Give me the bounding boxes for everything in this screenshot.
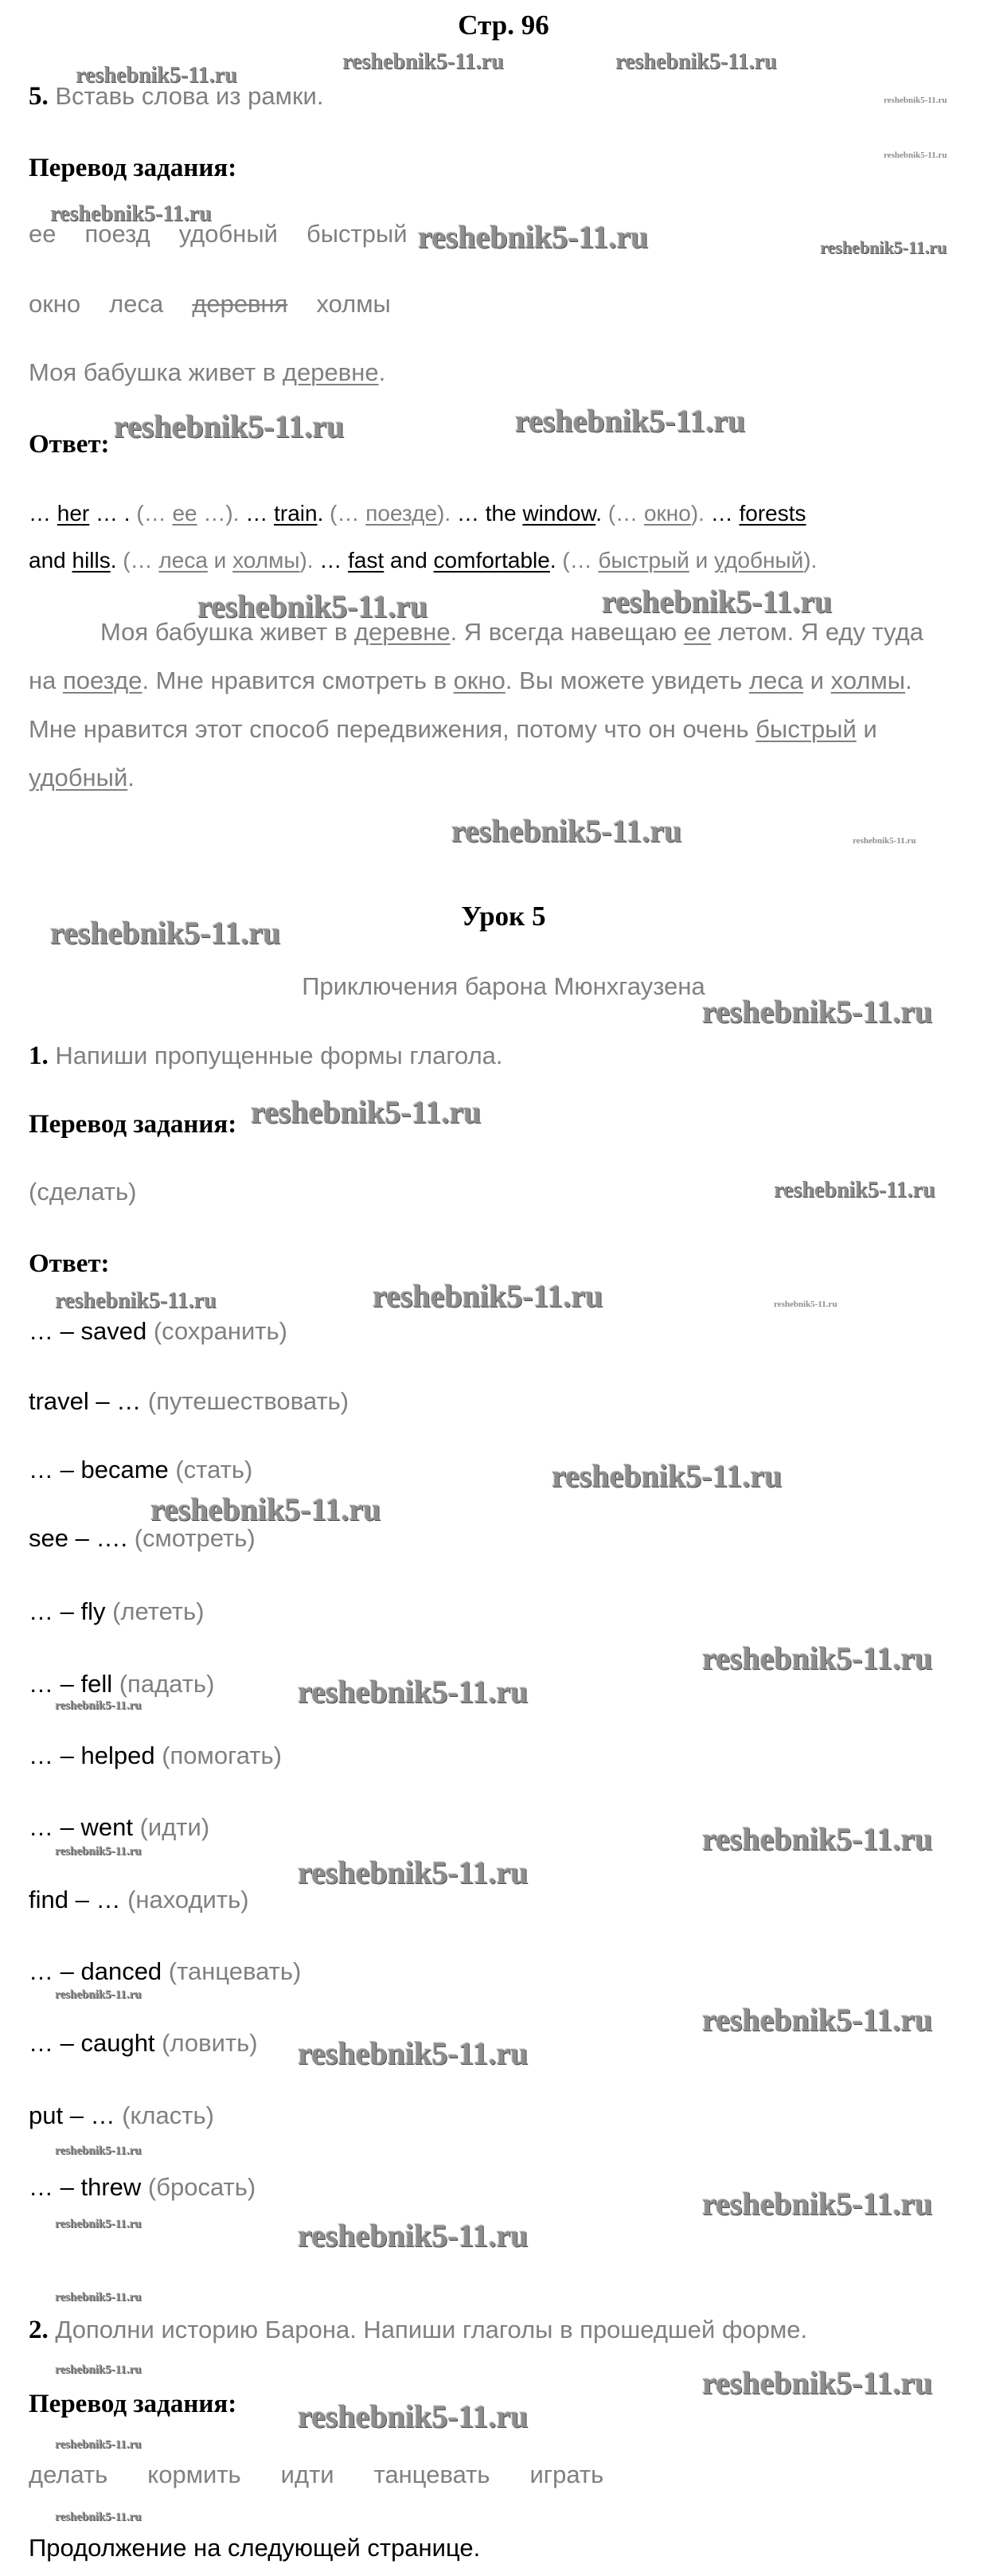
verb-form-row (29, 2173, 256, 2202)
watermark: reshebnik5-11.ru (774, 1300, 837, 1309)
word-box-item: холмы (316, 290, 391, 318)
answer-fragment: … (245, 501, 275, 526)
task1-instruction: Напиши пропущенные формы глагола. (55, 1042, 503, 1069)
translation-paragraph-line-2 (29, 666, 912, 695)
answer-word: her (57, 501, 90, 526)
verb-form: … – fell (29, 1670, 113, 1698)
paragraph-inserted-word: леса (749, 666, 804, 694)
watermark: reshebnik5-11.ru (853, 836, 916, 846)
answer-fragment: … (319, 548, 349, 573)
watermark: reshebnik5-11.ru (55, 2438, 142, 2451)
verb-translation: (сохранить) (153, 1317, 287, 1345)
task2-instruction-line (29, 2315, 807, 2345)
paragraph-inserted-word: быстрый (755, 715, 857, 743)
verb-form-row (29, 1813, 209, 1842)
word-list-item: играть (529, 2461, 604, 2488)
verb-form: … – helped (29, 1741, 155, 1769)
verb-translation: (лететь) (112, 1597, 205, 1625)
example-text: . (378, 358, 386, 386)
verb-form: … – saved (29, 1317, 147, 1345)
verb-form-row (29, 2101, 214, 2130)
paragraph-text: летом. Я еду туда (711, 618, 923, 646)
task2-instruction: Дополни историю Барона. Напиши глаголы в прошедшей форме. (55, 2316, 808, 2343)
watermark: reshebnik5-11.ru (702, 2365, 933, 2401)
watermark: reshebnik5-11.ru (702, 2002, 933, 2038)
watermark: reshebnik5-11.ru (602, 584, 833, 620)
watermark: reshebnik5-11.ru (373, 1278, 603, 1314)
watermark: reshebnik5-11.ru (451, 813, 682, 849)
answer-word: hills (72, 548, 111, 573)
watermark: reshebnik5-11.ru (884, 96, 947, 105)
watermark: reshebnik5-11.ru (114, 408, 345, 444)
task1-answer-heading: Ответ: (29, 1249, 110, 1278)
paragraph-text: . (905, 666, 912, 694)
paragraph-text: . Вы можете увидеть (505, 666, 750, 694)
paragraph-inserted-word: холмы (830, 666, 906, 694)
watermark: reshebnik5-11.ru (55, 2363, 142, 2376)
word-box-item: леса (109, 290, 164, 318)
watermark: reshebnik5-11.ru (342, 49, 504, 74)
answer-translation-fragment: (… (607, 501, 644, 526)
paragraph-text: Моя бабушка живет в (100, 618, 354, 646)
answer-translation-fragment: ). (299, 548, 320, 573)
answer-fragment: . (549, 548, 563, 573)
verb-form: … – went (29, 1813, 133, 1841)
verb-form-row (29, 1597, 204, 1626)
answer-translation-word: удобный (714, 548, 804, 573)
watermark: reshebnik5-11.ru (55, 1288, 217, 1313)
verb-form-row (29, 1886, 249, 1914)
task2-number: 2. (29, 2316, 49, 2344)
word-box-item: поезд (84, 220, 150, 248)
translation-paragraph-line-3 (29, 715, 877, 744)
answer-fragment: . (317, 501, 330, 526)
verb-form: … – threw (29, 2173, 142, 2201)
example-inserted-word: деревне (282, 358, 379, 386)
answer-translation-fragment: (… (136, 501, 173, 526)
answer-word: forests (739, 501, 806, 526)
watermark: reshebnik5-11.ru (55, 1988, 142, 2001)
watermark: reshebnik5-11.ru (298, 2035, 529, 2071)
paragraph-inserted-word: окно (453, 666, 505, 694)
verb-translation: (танцевать) (168, 1957, 302, 1985)
task5-instruction-line (29, 81, 323, 111)
verb-form-row (29, 1957, 301, 1986)
watermark: reshebnik5-11.ru (774, 1178, 935, 1202)
answer-word: train (274, 501, 318, 526)
answer-translation-fragment: (… (562, 548, 599, 573)
answer-translation-fragment: ). (803, 548, 818, 573)
watermark: reshebnik5-11.ru (298, 1855, 529, 1890)
translation-paragraph-line-4 (29, 764, 135, 792)
answer-word: fast (348, 548, 384, 573)
answer-translation-word: окно (643, 501, 691, 526)
watermark: reshebnik5-11.ru (55, 2144, 142, 2157)
example-text: Моя бабушка живет в (29, 358, 283, 386)
watermark: reshebnik5-11.ru (418, 219, 649, 255)
watermark: reshebnik5-11.ru (702, 1821, 933, 1857)
answer-translation-fragment: (… (123, 548, 159, 573)
page-header: Стр. 96 (458, 10, 549, 41)
verb-form-row (29, 1456, 252, 1484)
word-box-row-1 (29, 220, 408, 248)
verb-form: … – caught (29, 2029, 155, 2057)
watermark: reshebnik5-11.ru (50, 201, 212, 226)
word-box-row-2 (29, 290, 391, 319)
verb-form-row (29, 1670, 214, 1698)
watermark: reshebnik5-11.ru (55, 1699, 142, 1712)
answer-fragment: … (29, 501, 57, 526)
watermark: reshebnik5-11.ru (820, 237, 947, 257)
paragraph-inserted-word: деревне (353, 618, 451, 646)
task1-translation-heading: Перевод задания: (29, 1110, 237, 1139)
watermark: reshebnik5-11.ru (55, 2218, 142, 2230)
watermark: reshebnik5-11.ru (298, 2398, 529, 2434)
paragraph-text: . Я всегда навещаю (450, 618, 684, 646)
task1-number: 1. (29, 1042, 49, 1070)
answer-translation-fragment: ). (690, 501, 711, 526)
paragraph-text: . (127, 764, 135, 792)
word-list-item: танцевать (373, 2461, 490, 2488)
paragraph-text: на (29, 666, 63, 694)
watermark: reshebnik5-11.ru (298, 1674, 529, 1710)
word-box-item: удобный (178, 220, 278, 248)
answer-translation-word: ее (172, 501, 197, 526)
verb-form: find – … (29, 1886, 121, 1913)
word-list-item: идти (280, 2461, 334, 2488)
answer-translation-word: поезде (365, 501, 438, 526)
watermark: reshebnik5-11.ru (702, 994, 933, 1030)
word-box-item: окно (29, 290, 81, 318)
verb-form: travel – … (29, 1387, 142, 1415)
answer-fragment: … (710, 501, 740, 526)
task1-translation: (сделать) (29, 1178, 137, 1206)
answer-fragment: and (384, 548, 434, 573)
lesson-title: Урок 5 (461, 901, 546, 932)
task5-answer-line-1 (29, 499, 806, 528)
verb-form-row (29, 1524, 256, 1553)
verb-translation: (падать) (119, 1670, 215, 1698)
task5-instruction: Вставь слова из рамки. (55, 82, 324, 110)
verb-form: put – … (29, 2101, 115, 2129)
watermark: reshebnik5-11.ru (702, 1640, 933, 1676)
verb-translation: (класть) (122, 2101, 214, 2129)
answer-word: window (522, 501, 596, 526)
answer-word: comfortable (433, 548, 550, 573)
watermark: reshebnik5-11.ru (702, 2186, 933, 2222)
watermark: reshebnik5-11.ru (76, 63, 237, 88)
verb-translation: (бросать) (147, 2173, 256, 2201)
paragraph-text: и (803, 666, 831, 694)
verb-form-row (29, 1741, 282, 1770)
task5-example (29, 358, 385, 387)
verb-form: … – fly (29, 1597, 106, 1625)
verb-translation: (помогать) (162, 1741, 282, 1769)
verb-translation: (путешествовать) (147, 1387, 349, 1415)
answer-translation-fragment: …). (197, 501, 246, 526)
verb-translation: (стать) (175, 1456, 253, 1483)
watermark: reshebnik5-11.ru (298, 2218, 529, 2254)
watermark: reshebnik5-11.ru (55, 2291, 142, 2304)
verb-translation: (ловить) (162, 2029, 258, 2057)
verb-form-row (29, 2029, 258, 2058)
paragraph-inserted-word: удобный (29, 764, 128, 792)
answer-fragment: … the (456, 501, 523, 526)
paragraph-text: . Мне нравится смотреть в (142, 666, 454, 694)
watermark: reshebnik5-11.ru (884, 150, 947, 160)
watermark: reshebnik5-11.ru (55, 1845, 142, 1858)
word-list-item: кормить (147, 2461, 241, 2488)
answer-translation-word: быстрый (598, 548, 689, 573)
verb-translation: (идти) (139, 1813, 210, 1841)
answer-fragment: … . (89, 501, 137, 526)
answer-translation-fragment: ). (437, 501, 457, 526)
watermark: reshebnik5-11.ru (150, 1491, 381, 1527)
paragraph-inserted-word: поезде (62, 666, 142, 694)
verb-form: … – became (29, 1456, 169, 1483)
task2-translation-heading: Перевод задания: (29, 2390, 237, 2418)
answer-fragment: and (29, 548, 72, 573)
answer-translation-word: леса (158, 548, 208, 573)
verb-translation: (находить) (127, 1886, 249, 1913)
answer-translation-fragment: (… (330, 501, 366, 526)
watermark: reshebnik5-11.ru (50, 915, 281, 951)
paragraph-inserted-word: ее (683, 618, 712, 646)
answer-translation-fragment: и (689, 548, 715, 573)
word-box-item-crossed-out: деревня (192, 290, 288, 318)
watermark: reshebnik5-11.ru (55, 2511, 142, 2523)
word-list-item: делать (29, 2461, 108, 2488)
task1-instruction-line (29, 1041, 503, 1071)
watermark: reshebnik5-11.ru (197, 588, 428, 624)
continuation-note: Продолжение на следующей странице. (29, 2534, 481, 2562)
answer-translation-fragment: и (207, 548, 233, 573)
verb-form-row (29, 1387, 349, 1416)
word-box-item: быстрый (306, 220, 408, 248)
paragraph-text: и (856, 715, 877, 743)
translation-paragraph-line-1 (100, 618, 923, 647)
answer-fragment: . (110, 548, 123, 573)
task5-answer-heading: Ответ: (29, 430, 110, 459)
watermark: reshebnik5-11.ru (515, 403, 746, 439)
task5-answer-line-2 (29, 546, 817, 575)
task5-translation-heading: Перевод задания: (29, 154, 237, 182)
verb-form: see – …. (29, 1524, 128, 1552)
word-box-item: ее (29, 220, 57, 248)
verb-form-row (29, 1317, 287, 1346)
task2-word-list (29, 2461, 603, 2489)
paragraph-text: Мне нравится этот способ передвижения, потому что он очень (29, 715, 756, 743)
watermark: reshebnik5-11.ru (552, 1458, 783, 1494)
answer-fragment: . (595, 501, 608, 526)
verb-form: … – danced (29, 1957, 162, 1985)
watermark: reshebnik5-11.ru (615, 49, 777, 74)
watermark: reshebnik5-11.ru (251, 1094, 482, 1130)
task5-number: 5. (29, 82, 49, 111)
lesson-subtitle: Приключения барона Мюнхгаузена (302, 972, 705, 1000)
verb-translation: (смотреть) (134, 1524, 256, 1552)
answer-translation-word: холмы (232, 548, 300, 573)
